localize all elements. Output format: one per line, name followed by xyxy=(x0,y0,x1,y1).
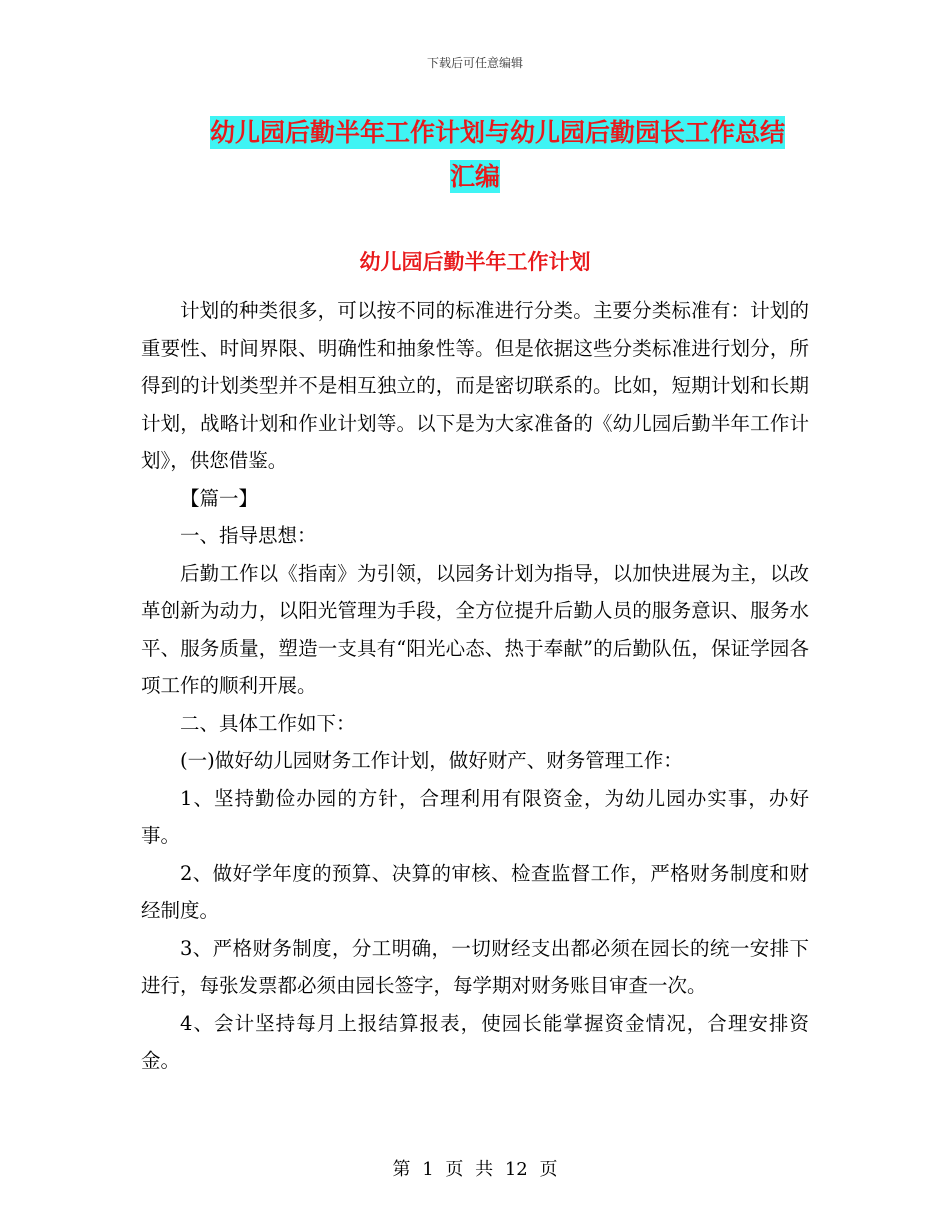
section-title: 幼儿园后勤半年工作计划 xyxy=(359,250,591,274)
document-title-text-1: 幼儿园后勤半年工作计划与幼儿园后勤园长工作总结 xyxy=(209,118,785,147)
paragraph-guiding: 后勤工作以《指南》为引领，以园务计划为指导，以加快进展为主，以改革创新为动力，以阳光管理为手段，全方位提升后勤人员的服务意识、服务水平、服务质量，塑造一支具有“阳光心态、热于奉献”的后勤队伍，保证学园各项工作的顺利开展。 xyxy=(141,561,809,697)
document-title-line1 xyxy=(0,113,950,149)
header-note: 下载后可任意编辑 xyxy=(426,56,523,70)
paragraph-item-3: 3、严格财务制度，分工明确，一切财经支出都必须在园长的统一安排下进行，每张发票都必须由园长签字，每学期对财务账目审查一次。 xyxy=(141,936,809,997)
paragraph-heading-1: 一、指导思想： xyxy=(180,524,317,547)
paragraph-subheading: (一)做好幼儿园财务工作计划，做好财产、财务管理工作： xyxy=(180,749,683,772)
document-title-line2 xyxy=(0,157,950,193)
paragraph-item-1: 1、坚持勤俭办园的方针，合理利用有限资金，为幼儿园办实事，办好事。 xyxy=(141,786,809,847)
document-body xyxy=(141,292,809,1080)
paragraph-intro: 计划的种类很多，可以按不同的标准进行分类。主要分类标准有：计划的重要性、时间界限、明确性和抽象性等。但是依据这些分类标准进行划分，所得到的计划类型并不是相互独立的，而是密切联系的。比如，短期计划和长期计划，战略计划和作业计划等。以下是为大家准备的《幼儿园后勤半年工作计划》，供您借鉴。 xyxy=(141,299,809,472)
paragraph-heading-2: 二、具体工作如下： xyxy=(180,711,356,735)
paragraph-part-heading: 【篇一】 xyxy=(180,486,259,510)
document-title-text-2: 汇编 xyxy=(449,162,500,191)
paragraph-item-2: 2、做好学年度的预算、决算的审核、检查监督工作，严格财务制度和财经制度。 xyxy=(141,861,809,922)
paragraph-item-4: 4、会计坚持每月上报结算报表，使园长能掌握资金情况，合理安排资金。 xyxy=(141,1011,809,1072)
page-footer: 第 1 页 共 12 页 xyxy=(392,1159,558,1180)
